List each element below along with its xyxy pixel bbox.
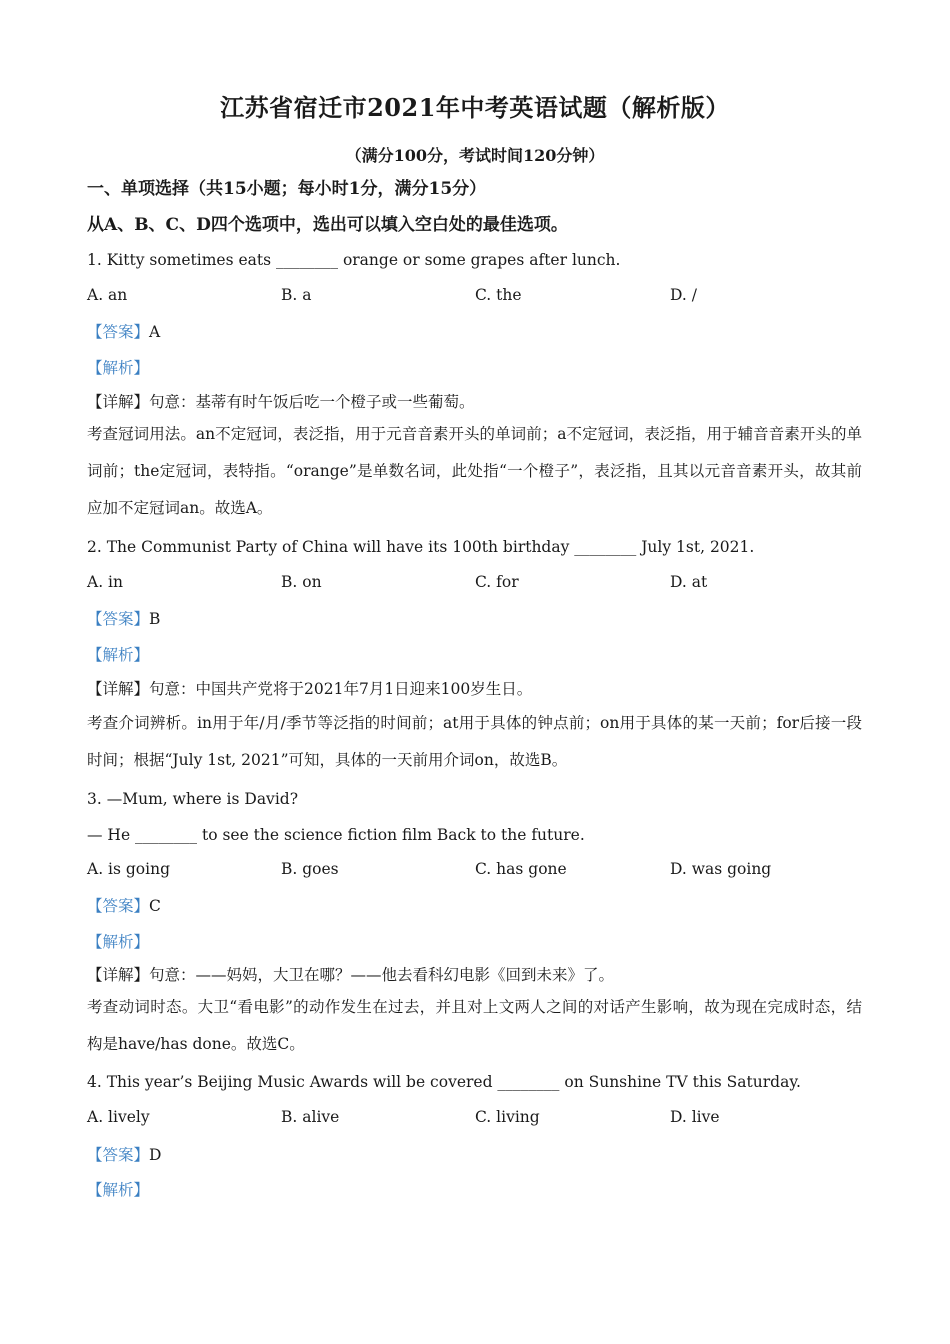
- answer-value: A: [149, 323, 161, 341]
- option-c: C. has gone: [475, 860, 567, 878]
- option-c: C. the: [475, 286, 522, 304]
- detail-text: 句意：——妈妈，大卫在哪？——他去看科幻电影《回到未来》了。: [149, 966, 615, 984]
- option-b: B. a: [281, 286, 312, 304]
- question-1-detail: [87, 392, 475, 412]
- question-4-stem: 4. This year’s Beijing Music Awards will be covered ________ on Sunshine TV this Saturday.: [87, 1073, 801, 1091]
- document-title: 江苏省宿迁市2021年中考英语试题（解析版）: [220, 93, 730, 122]
- question-2-detail: [87, 679, 532, 699]
- detail-label: 【详解】: [87, 680, 150, 698]
- question-1-answer: [87, 322, 160, 342]
- question-4-answer: [87, 1145, 161, 1165]
- analysis-label: 【解析】: [87, 1181, 150, 1199]
- detail-label: 【详解】: [87, 966, 150, 984]
- option-b: B. alive: [281, 1108, 340, 1126]
- analysis-label: 【解析】: [87, 359, 150, 377]
- question-3-detail: [87, 965, 614, 985]
- question-2-stem: 2. The Communist Party of China will have its 100th birthday ________ July 1st, 2021.: [87, 538, 755, 556]
- exam-info: （满分100分，考试时间120分钟）: [345, 146, 605, 165]
- question-3-stem: 3. —Mum, where is David?: [87, 790, 299, 808]
- question-1-analysis-label: [87, 358, 149, 378]
- question-3-analysis-label: [87, 932, 149, 952]
- answer-value: D: [149, 1146, 162, 1164]
- instruction: 从A、B、C、D四个选项中，选出可以填入空白处的最佳选项。: [87, 215, 568, 235]
- option-c: C. for: [475, 573, 519, 591]
- question-1-stem: 1. Kitty sometimes eats ________ orange or some grapes after lunch.: [87, 251, 621, 269]
- question-3-options: [87, 860, 867, 882]
- section-heading: 一、单项选择（共15小题；每小时1分，满分15分）: [87, 179, 487, 199]
- option-d: D. live: [670, 1108, 720, 1126]
- option-a: A. an: [87, 286, 128, 304]
- detail-label: 【详解】: [87, 393, 150, 411]
- detail-text: 句意：基蒂有时午饭后吃一个橙子或一些葡萄。: [149, 393, 475, 411]
- detail-text: 句意：中国共产党将于2021年7月1日迎来100岁生日。: [149, 680, 533, 698]
- option-b: B. goes: [281, 860, 339, 878]
- analysis-label: 【解析】: [87, 646, 150, 664]
- question-3-explanation: 考查动词时态。大卫“看电影”的动作发生在过去，并且对上文两人之间的对话产生影响，故为现在完成时态，结构是have/has done。故选C。: [87, 998, 862, 1053]
- answer-value: C: [149, 897, 161, 915]
- question-4-analysis-label: [87, 1180, 149, 1200]
- option-b: B. on: [281, 573, 322, 591]
- question-2-explanation: 考查介词辨析。in用于年/月/季节等泛指的时间前；at用于具体的钟点前；on用于具体的某一天前；for后接一段时间；根据“July 1st, 2021”可知，具体的一天前用介词on，故选B。: [87, 714, 862, 769]
- option-c: C. living: [475, 1108, 540, 1126]
- analysis-label: 【解析】: [87, 933, 150, 951]
- question-1-options: [87, 286, 867, 308]
- answer-value: B: [149, 610, 161, 628]
- answer-label: 【答案】: [87, 1146, 150, 1164]
- option-d: D. /: [670, 286, 697, 304]
- question-3-answer: [87, 896, 161, 916]
- answer-label: 【答案】: [87, 610, 150, 628]
- answer-label: 【答案】: [87, 897, 150, 915]
- question-2-options: [87, 573, 867, 595]
- question-2-answer: [87, 609, 160, 629]
- option-a: A. is going: [87, 860, 171, 878]
- question-3-stem-reply: — He ________ to see the science fiction film Back to the future.: [87, 826, 585, 844]
- question-2-analysis-label: [87, 645, 149, 665]
- question-1-explanation: 考查冠词用法。an不定冠词，表泛指，用于元音音素开头的单词前；a不定冠词，表泛指，用于辅音音素开头的单词前；the定冠词，表特指。“orange”是单数名词，此处指“一个橙子”，表泛指，且其以元音音素开头，故其前应加不定冠词an。故选A。: [87, 425, 862, 517]
- question-4-options: [87, 1108, 867, 1130]
- option-a: A. lively: [87, 1108, 150, 1126]
- answer-label: 【答案】: [87, 323, 150, 341]
- option-a: A. in: [87, 573, 123, 591]
- option-d: D. was going: [670, 860, 772, 878]
- option-d: D. at: [670, 573, 708, 591]
